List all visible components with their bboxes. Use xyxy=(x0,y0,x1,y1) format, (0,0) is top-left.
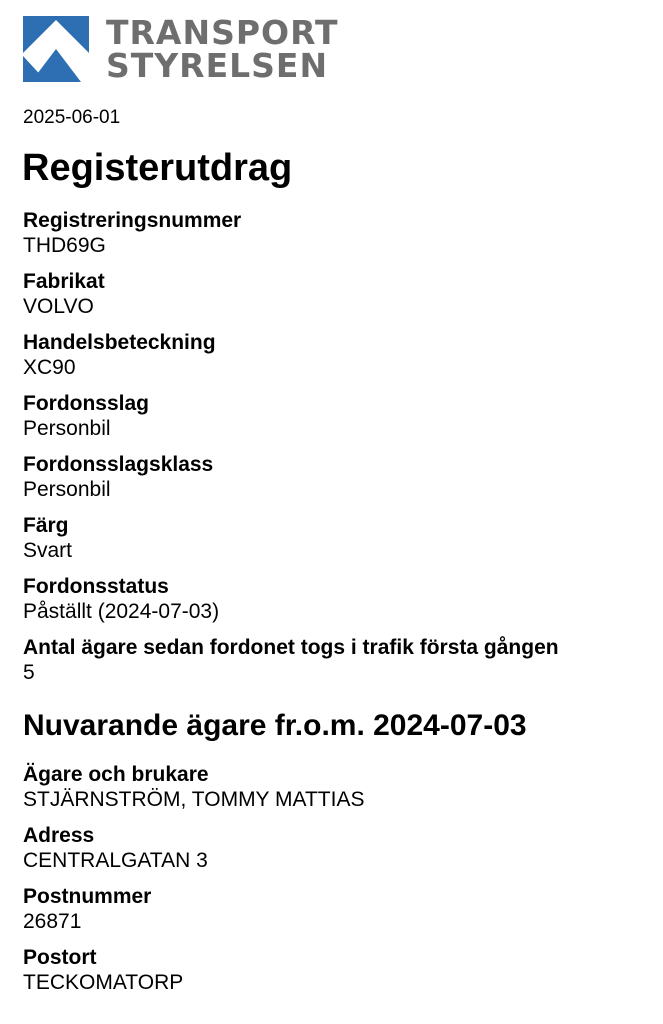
field-fordonsstatus xyxy=(23,574,653,635)
document-date: 2025-06-01 xyxy=(23,107,121,128)
vehicle-fields xyxy=(23,208,653,696)
field-value: Påställt (2024-07-03) xyxy=(23,600,220,623)
transportstyrelsen-logo xyxy=(23,13,339,85)
field-label: Ägare och brukare xyxy=(23,763,209,786)
field-fordonsslagsklass xyxy=(23,452,653,513)
logo-mark-icon xyxy=(23,16,89,82)
field-value: 26871 xyxy=(23,910,82,933)
logo-line-1: TRANSPORT xyxy=(106,13,339,52)
field-label: Postort xyxy=(23,946,97,969)
field-label: Antal ägare sedan fordonet togs i trafik första gången xyxy=(23,636,559,659)
field-registreringsnummer xyxy=(23,208,653,269)
logo-line-2: STYRELSEN xyxy=(106,46,329,85)
field-label: Fordonsslagsklass xyxy=(23,453,214,476)
field-agare-och-brukare xyxy=(23,762,653,823)
field-adress xyxy=(23,823,653,884)
logo-wordmark xyxy=(106,13,339,85)
field-value: XC90 xyxy=(23,356,76,379)
field-value: Svart xyxy=(23,539,73,562)
page-title: Registerutdrag xyxy=(22,147,293,189)
field-postort xyxy=(23,945,653,1006)
field-value: Personbil xyxy=(23,478,111,501)
owner-section-title: Nuvarande ägare fr.o.m. 2024-07-03 xyxy=(23,709,527,742)
field-fabrikat xyxy=(23,269,653,330)
field-value: VOLVO xyxy=(23,295,94,318)
field-label: Fordonsstatus xyxy=(23,575,169,598)
field-value: STJÄRNSTRÖM, TOMMY MATTIAS xyxy=(23,788,365,811)
field-label: Adress xyxy=(23,824,95,847)
field-value: THD69G xyxy=(23,234,106,257)
field-value: TECKOMATORP xyxy=(23,971,184,994)
owner-fields xyxy=(23,762,653,1006)
field-value: CENTRALGATAN 3 xyxy=(23,849,208,872)
field-postnummer xyxy=(23,884,653,945)
field-label: Färg xyxy=(23,514,69,537)
field-value: 5 xyxy=(23,661,35,684)
field-label: Handelsbeteckning xyxy=(23,331,216,354)
field-label: Fordonsslag xyxy=(23,392,150,415)
field-label: Fabrikat xyxy=(23,270,105,293)
field-antal-agare xyxy=(23,635,653,696)
field-farg xyxy=(23,513,653,574)
field-label: Postnummer xyxy=(23,885,152,908)
field-handelsbeteckning xyxy=(23,330,653,391)
field-label: Registreringsnummer xyxy=(23,209,242,232)
field-value: Personbil xyxy=(23,417,111,440)
field-fordonsslag xyxy=(23,391,653,452)
